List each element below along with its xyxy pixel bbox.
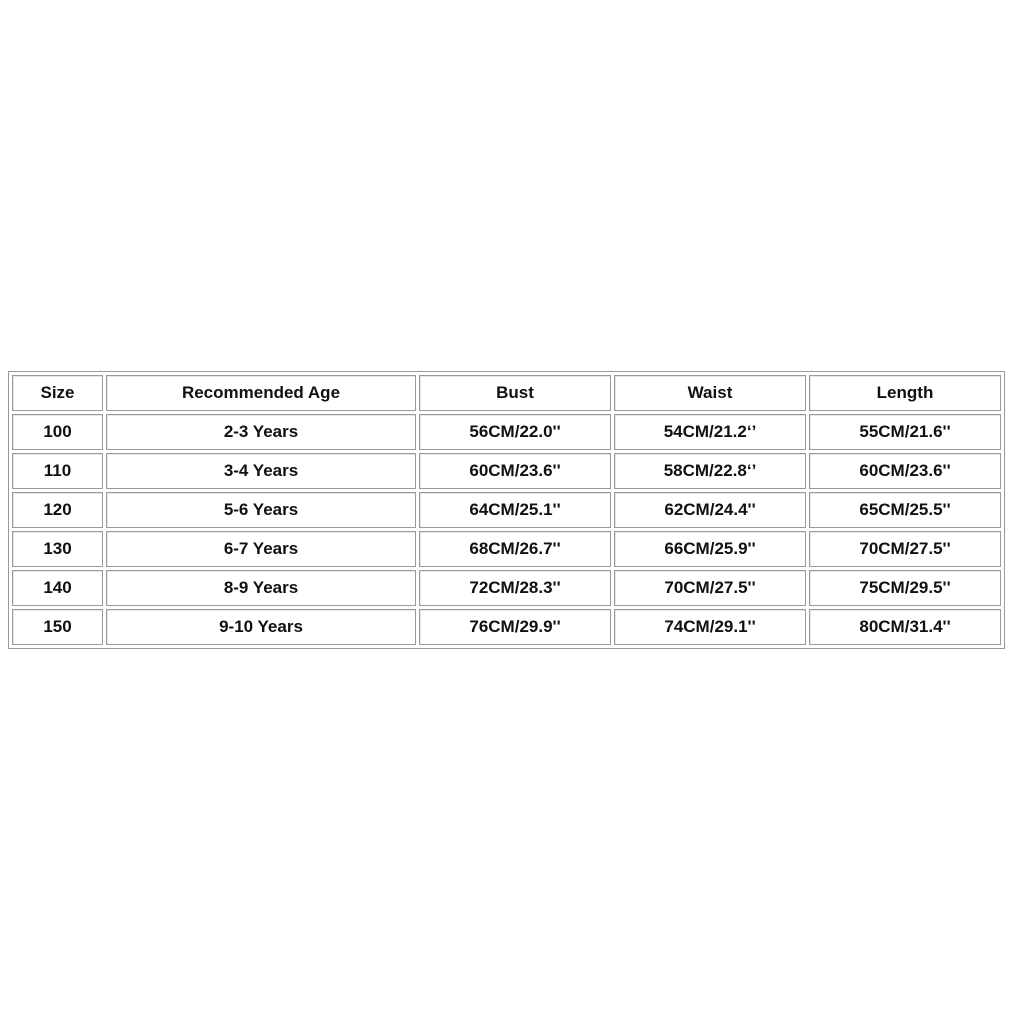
cell-waist: 66CM/25.9'' [614, 531, 806, 567]
cell-age: 8-9 Years [106, 570, 416, 606]
cell-bust: 64CM/25.1'' [419, 492, 611, 528]
cell-length: 55CM/21.6'' [809, 414, 1001, 450]
cell-waist: 74CM/29.1'' [614, 609, 806, 645]
cell-waist: 58CM/22.8‘’ [614, 453, 806, 489]
header-size: Size [12, 375, 103, 411]
cell-size: 110 [12, 453, 103, 489]
size-chart [8, 371, 1004, 649]
table-row [12, 453, 1001, 489]
cell-length: 80CM/31.4'' [809, 609, 1001, 645]
table-header-row [12, 375, 1001, 411]
cell-bust: 60CM/23.6'' [419, 453, 611, 489]
cell-bust: 76CM/29.9'' [419, 609, 611, 645]
cell-length: 75CM/29.5'' [809, 570, 1001, 606]
header-length: Length [809, 375, 1001, 411]
cell-size: 120 [12, 492, 103, 528]
table-row [12, 531, 1001, 567]
cell-waist: 70CM/27.5'' [614, 570, 806, 606]
table-row [12, 414, 1001, 450]
cell-age: 2-3 Years [106, 414, 416, 450]
cell-age: 5-6 Years [106, 492, 416, 528]
cell-waist: 54CM/21.2‘’ [614, 414, 806, 450]
header-recommended-age: Recommended Age [106, 375, 416, 411]
cell-bust: 56CM/22.0'' [419, 414, 611, 450]
cell-length: 60CM/23.6'' [809, 453, 1001, 489]
cell-bust: 72CM/28.3'' [419, 570, 611, 606]
cell-length: 65CM/25.5'' [809, 492, 1001, 528]
cell-size: 130 [12, 531, 103, 567]
header-waist: Waist [614, 375, 806, 411]
header-bust: Bust [419, 375, 611, 411]
table-row [12, 609, 1001, 645]
size-table [8, 371, 1005, 649]
cell-age: 6-7 Years [106, 531, 416, 567]
table-row [12, 570, 1001, 606]
cell-bust: 68CM/26.7'' [419, 531, 611, 567]
cell-waist: 62CM/24.4'' [614, 492, 806, 528]
cell-size: 140 [12, 570, 103, 606]
cell-age: 9-10 Years [106, 609, 416, 645]
table-row [12, 492, 1001, 528]
cell-size: 150 [12, 609, 103, 645]
cell-size: 100 [12, 414, 103, 450]
cell-age: 3-4 Years [106, 453, 416, 489]
cell-length: 70CM/27.5'' [809, 531, 1001, 567]
